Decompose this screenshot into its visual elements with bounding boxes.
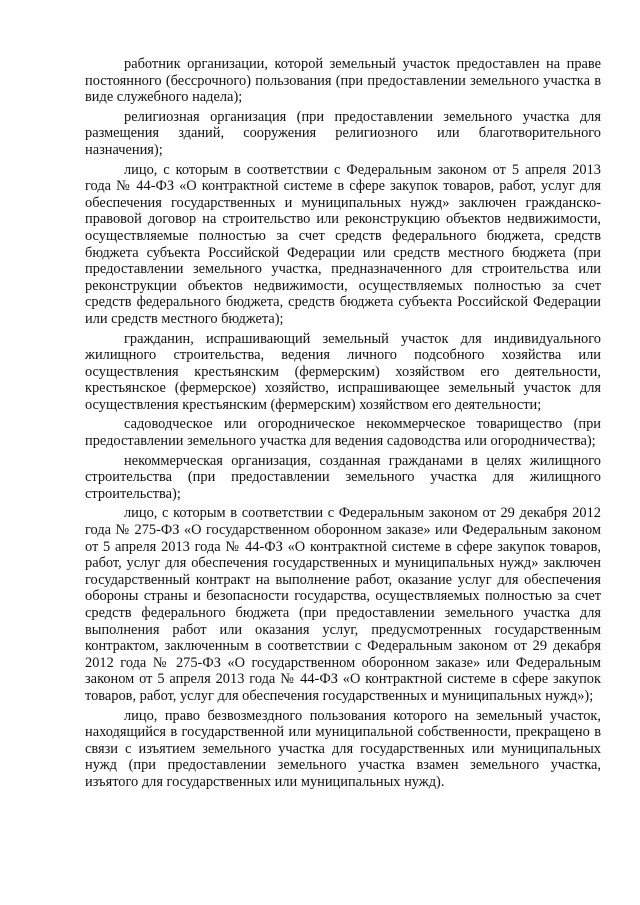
paragraph-housing-nonprofit: некоммерческая организация, созданная гражданами в целях жилищного строительства (при предоставлении земельного участка для жилищного строительства);: [85, 452, 601, 502]
paragraph-defense-contract: лицо, с которым в соответствии с Федеральным законом от 29 декабря 2012 года № 275-ФЗ «О государственном оборонном заказе» или Федеральным законом от 5 апреля 2013 года № 44-ФЗ «О контрактной системе в сфере закупок товаров, работ, услуг для обеспечения государственных и муниципальных нужд» заключен государственный контракт на выполнение работ, оказание услуг для обеспечения обороны страны и безопасности государства, осуществляемых полностью за счет средств федерального бюджета (при предоставлении земельного участка для выполнения работ или оказания услуг, предусмотренных государственным контрактом, заключенным в соответствии с Федеральным законом от 29 декабря 2012 года № 275-ФЗ «О государственном оборонном заказе» или Федеральным законом от 5 апреля 2013 года № 44-ФЗ «О контрактной системе в сфере закупок товаров, работ, услуг для обеспечения государственных и муниципальных нужд»);: [85, 505, 601, 704]
paragraph-employee: работник организации, которой земельный участок предоставлен на праве постоянного (бессрочного) пользования (при предоставлении земельного участка в виде служебного надела);: [85, 56, 601, 106]
paragraph-withdrawn-land: лицо, право безвозмездного пользования которого на земельный участок, находящийся в государственной или муниципальной собственности, прекращено в связи с изъятием земельного участка для государственных или муниципальных нужд (при предоставлении земельного участка взамен земельного участка, изъятого для государственных или муниципальных нужд).: [85, 707, 601, 790]
paragraph-contract-construction: лицо, с которым в соответствии с Федеральным законом от 5 апреля 2013 года № 44-ФЗ «О контрактной системе в сфере закупок товаров, работ, услуг для обеспечения государственных и муниципальных нужд» заключен гражданско-правовой договор на строительство или реконструкцию объектов недвижимости, осуществляемые полностью за счет средств федерального бюджета, средств бюджета субъекта Российской Федерации или средств местного бюджета (при предоставлении земельного участка, предназначенного для строительства или реконструкции объектов недвижимости, осуществляемых полностью за счет средств федерального бюджета, средств бюджета субъекта Российской Федерации или средств местного бюджета);: [85, 161, 601, 327]
paragraph-citizen-farming: гражданин, испрашивающий земельный участок для индивидуального жилищного строительства, ведения личного подсобного хозяйства или осуществления крестьянским (фермерским) хозяйством его деятельности, крестьянское (фермерское) хозяйство, испрашивающее земельный участок для осуществления крестьянским (фермерским) хозяйством его деятельности;: [85, 330, 601, 413]
document-page: [85, 56, 601, 794]
paragraph-gardening-partnership: садоводческое или огородническое некоммерческое товарищество (при предоставлении земельного участка для ведения садоводства или огородничества);: [85, 416, 601, 450]
paragraph-religious-organization: религиозная организация (при предоставлении земельного участка для размещения зданий, сооружения религиозного или благотворительного назначения);: [85, 108, 601, 158]
